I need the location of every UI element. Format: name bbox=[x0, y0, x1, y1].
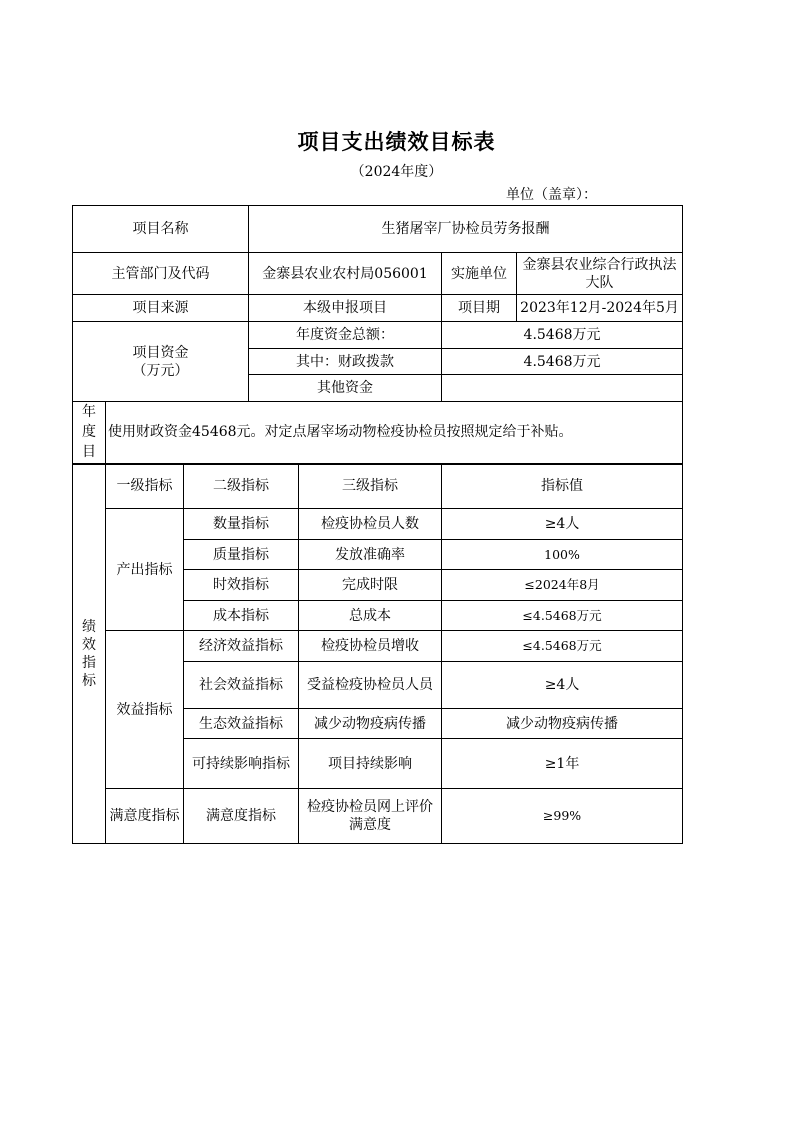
indicator-group-char: 效 bbox=[82, 636, 96, 653]
header-value: 指标值 bbox=[442, 464, 683, 509]
page-title: 项目支出绩效目标表 bbox=[297, 130, 496, 154]
performance-indicators-label bbox=[73, 464, 106, 844]
period-label: 项目期 bbox=[442, 295, 517, 322]
value-cell: 减少动物疫病传播 bbox=[442, 709, 683, 739]
annual-goal-char: 目 bbox=[82, 444, 96, 460]
funds-total-value: 4.5468万元 bbox=[442, 322, 683, 349]
level1-satisfaction: 满意度指标 bbox=[106, 789, 184, 844]
value-cell: ≥99% bbox=[442, 789, 683, 844]
period-value: 2023年12月-2024年5月 bbox=[517, 295, 683, 322]
dept-value: 金寨县农业农村局056001 bbox=[249, 253, 442, 295]
header-level1: 一级指标 bbox=[106, 464, 184, 509]
indicator-group-char: 标 bbox=[82, 672, 96, 689]
source-label: 项目来源 bbox=[73, 295, 249, 322]
level3-cell: 项目持续影响 bbox=[299, 739, 442, 789]
project-name-label: 项目名称 bbox=[73, 206, 249, 253]
project-name-row bbox=[73, 206, 683, 253]
indicator-group-char: 指 bbox=[82, 654, 96, 671]
funds-other-value bbox=[442, 375, 683, 402]
indicator-row bbox=[73, 631, 683, 662]
level3-cell: 检疫协检员网上评价满意度 bbox=[299, 789, 442, 844]
performance-target-table bbox=[72, 205, 683, 844]
level1-output: 产出指标 bbox=[106, 509, 184, 631]
level3-cell: 完成时限 bbox=[299, 570, 442, 601]
value-cell: ≤4.5468万元 bbox=[442, 601, 683, 631]
level2-cell: 满意度指标 bbox=[184, 789, 299, 844]
level2-cell: 时效指标 bbox=[184, 570, 299, 601]
funds-fiscal-label: 其中：财政拨款 bbox=[249, 349, 442, 375]
impl-unit-label: 实施单位 bbox=[442, 253, 517, 295]
level2-cell: 成本指标 bbox=[184, 601, 299, 631]
indicator-row bbox=[73, 509, 683, 540]
unit-seal-label: 单位（盖章）： bbox=[506, 187, 597, 203]
level2-cell: 生态效益指标 bbox=[184, 709, 299, 739]
level2-cell: 社会效益指标 bbox=[184, 662, 299, 709]
funds-label bbox=[73, 322, 249, 402]
department-row bbox=[73, 253, 683, 295]
header-level2: 二级指标 bbox=[184, 464, 299, 509]
annual-goal-label bbox=[73, 402, 106, 464]
dept-label: 主管部门及代码 bbox=[73, 253, 249, 295]
level2-cell: 经济效益指标 bbox=[184, 631, 299, 662]
funds-fiscal-value: 4.5468万元 bbox=[442, 349, 683, 375]
source-row bbox=[73, 295, 683, 322]
funds-label-line2: （万元） bbox=[132, 362, 189, 379]
level3-cell: 总成本 bbox=[299, 601, 442, 631]
level3-cell: 减少动物疫病传播 bbox=[299, 709, 442, 739]
indicator-row bbox=[73, 789, 683, 844]
annual-goal-char: 年 bbox=[82, 404, 96, 420]
project-name-value: 生猪屠宰厂协检员劳务报酬 bbox=[249, 206, 683, 253]
value-cell: ≤2024年8月 bbox=[442, 570, 683, 601]
level3-cell: 检疫协检员人数 bbox=[299, 509, 442, 540]
header-level3: 三级指标 bbox=[299, 464, 442, 509]
funds-total-label: 年度资金总额： bbox=[249, 322, 442, 349]
funds-total-row bbox=[73, 322, 683, 349]
year-subtitle: （2024年度） bbox=[350, 164, 443, 180]
level3-cell: 受益检疫协检员人员 bbox=[299, 662, 442, 709]
source-value: 本级申报项目 bbox=[249, 295, 442, 322]
annual-goal-row bbox=[73, 402, 683, 464]
value-cell: ≥4人 bbox=[442, 509, 683, 540]
level1-benefit: 效益指标 bbox=[106, 631, 184, 789]
value-cell: ≤4.5468万元 bbox=[442, 631, 683, 662]
level2-cell: 质量指标 bbox=[184, 540, 299, 570]
annual-goal-char: 度 bbox=[82, 424, 96, 440]
level3-cell: 检疫协检员增收 bbox=[299, 631, 442, 662]
indicator-group-char: 绩 bbox=[82, 618, 96, 635]
level2-cell: 数量指标 bbox=[184, 509, 299, 540]
funds-other-label: 其他资金 bbox=[249, 375, 442, 402]
indicator-header-row bbox=[73, 464, 683, 509]
value-cell: 100% bbox=[442, 540, 683, 570]
level3-cell: 发放准确率 bbox=[299, 540, 442, 570]
value-cell: ≥1年 bbox=[442, 739, 683, 789]
value-cell: ≥4人 bbox=[442, 662, 683, 709]
level2-cell: 可持续影响指标 bbox=[184, 739, 299, 789]
funds-label-line1: 项目资金 bbox=[132, 344, 189, 361]
impl-unit-value: 金寨县农业综合行政执法大队 bbox=[517, 253, 683, 295]
annual-goal-text: 使用财政资金45468元。对定点屠宰场动物检疫协检员按照规定给于补贴。 bbox=[106, 402, 683, 464]
